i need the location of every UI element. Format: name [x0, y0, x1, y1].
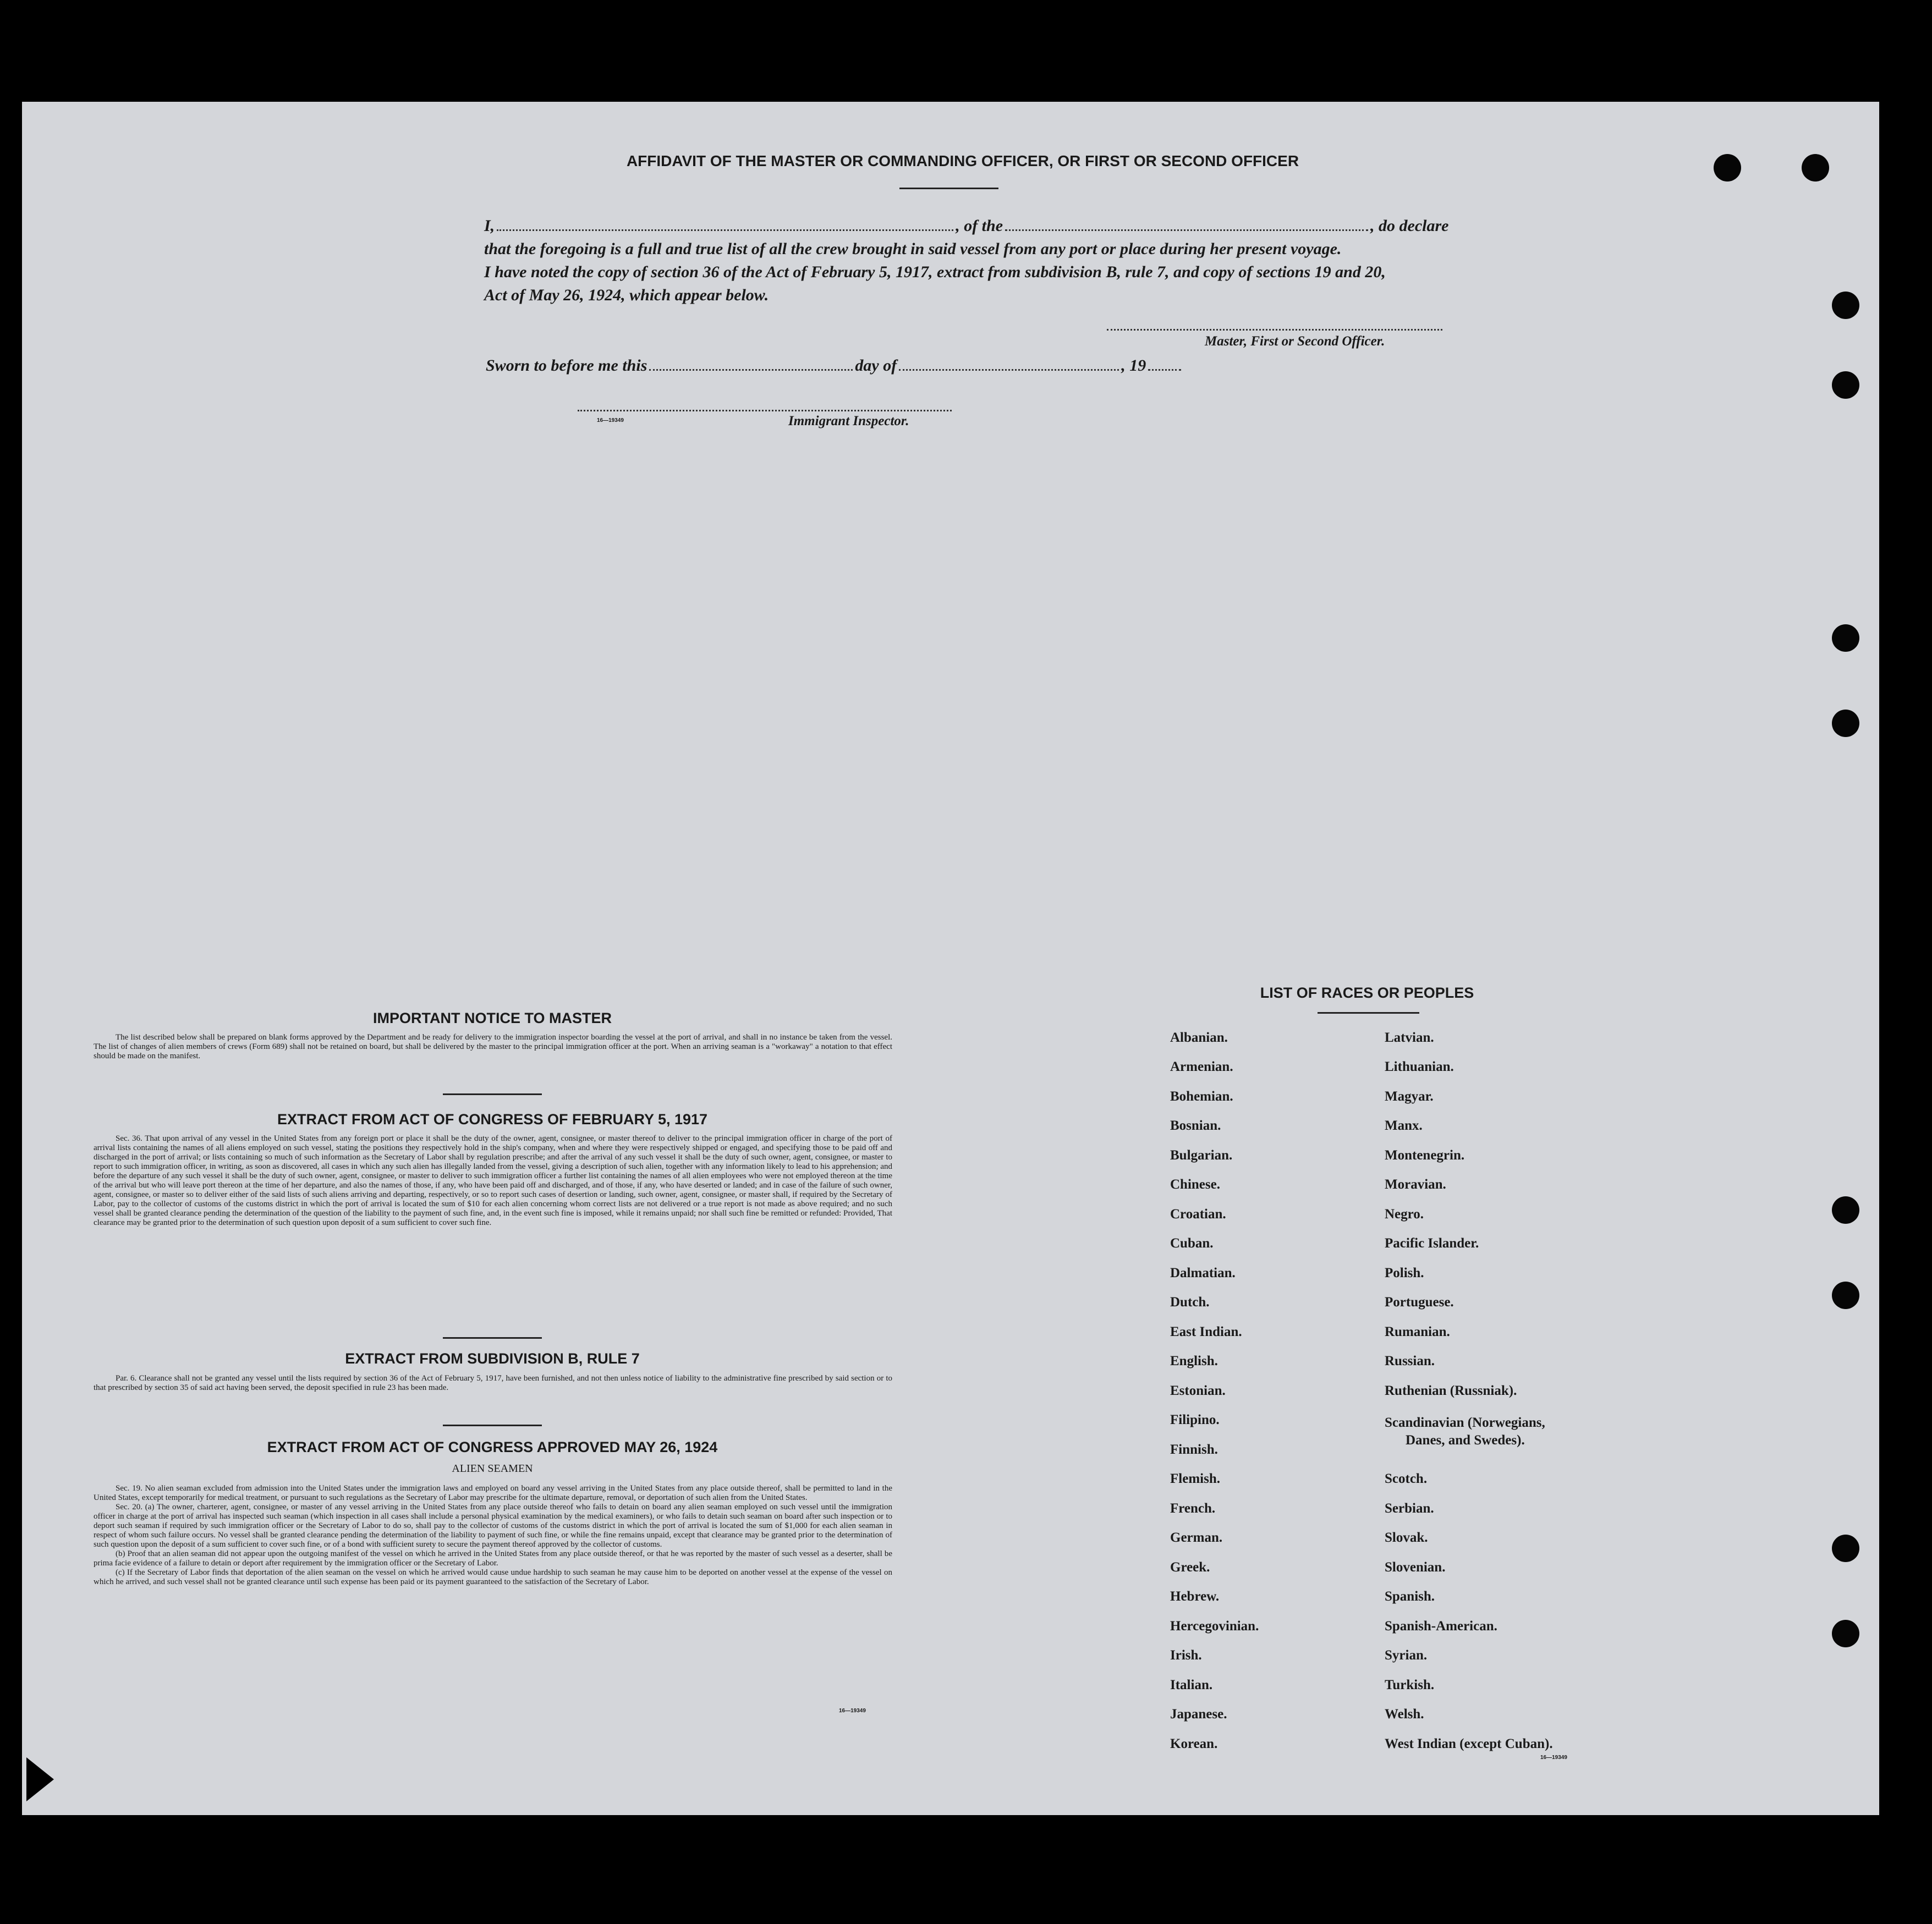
- race-item: Syrian.: [1385, 1648, 1428, 1663]
- race-item: Danes, and Swedes).: [1406, 1433, 1525, 1448]
- race-item: Filipino.: [1170, 1412, 1220, 1427]
- name-blank[interactable]: [497, 229, 953, 231]
- race-item: Scotch.: [1385, 1471, 1428, 1486]
- sworn-day-blank[interactable]: [649, 369, 853, 371]
- rule-7-text: [94, 1374, 892, 1393]
- section-19-paragraph: Sec. 19. No alien seaman excluded from admission into the United States under the immigration laws and employed on board any vessel arriving in the United States from any place outside thereof, shall be permitted to land in the United States, except temporarily for medical treatment, or pursuant to such regulations as the Secretary of Labor may prescribe for the ultimate departure, removal, or deportation of such alien from the United States.: [94, 1484, 892, 1502]
- race-item: Lithuanian.: [1385, 1059, 1454, 1074]
- race-item: Bulgarian.: [1170, 1148, 1233, 1163]
- punch-hole: [1832, 1196, 1859, 1224]
- extract-1917-divider: [443, 1337, 542, 1339]
- race-item: Irish.: [1170, 1648, 1202, 1663]
- affidavit-title: AFFIDAVIT OF THE MASTER OR COMMANDING OFFICER, OR FIRST OR SECOND OFFICER: [626, 152, 1299, 169]
- race-item: Spanish-American.: [1385, 1619, 1497, 1634]
- race-item: Slovenian.: [1385, 1560, 1446, 1575]
- inspector-caption: Immigrant Inspector.: [788, 414, 909, 428]
- alien-seamen-subtitle: ALIEN SEAMEN: [452, 1463, 533, 1475]
- race-item: French.: [1170, 1501, 1216, 1516]
- races-title: LIST OF RACES OR PEOPLES: [1260, 985, 1474, 1001]
- declaration-line-4: Act of May 26, 1924, which appear below.: [484, 286, 769, 304]
- race-item: Slovak.: [1385, 1530, 1428, 1545]
- section-20b-paragraph: (b) Proof that an alien seaman did not appear upon the outgoing manifest of the vessel on which he arrived in the United States from any place outside thereof, or that he was reported by the master of such vessel as a deserter, shall be prima facie evidence of a failure to detain or deport after requirement by the immigration officer or the Secretary of Labor.: [94, 1549, 892, 1568]
- sworn-line: [486, 356, 1183, 375]
- day-of-label: day of: [855, 356, 897, 375]
- form-sheet: [22, 102, 1879, 1815]
- declaration-line-2: that the foregoing is a full and true list of all the crew brought in said vessel from any port or place during her present voyage.: [484, 240, 1342, 258]
- extract-1917-title: EXTRACT FROM ACT OF CONGRESS OF FEBRUARY 5, 1917: [277, 1111, 708, 1128]
- race-item: Dalmatian.: [1170, 1266, 1236, 1280]
- race-item: Bohemian.: [1170, 1089, 1233, 1104]
- section-20c-paragraph: (c) If the Secretary of Labor finds that deportation of the alien seaman on the vessel on which he arrived would cause undue hardship to such seaman he may cause him to be deported on another vessel at the expense of the vessel on which he arrived, and such vessel shall not be granted clearance until such expense has been paid or its payment guaranteed to the satisfaction of the Secretary of Labor.: [94, 1568, 892, 1586]
- race-item: English.: [1170, 1354, 1218, 1368]
- do-declare-label: , do declare: [1370, 217, 1449, 235]
- race-item: Negro.: [1385, 1207, 1424, 1222]
- punch-hole: [1832, 1282, 1859, 1309]
- extract-1924-title: EXTRACT FROM ACT OF CONGRESS APPROVED MAY 26, 1924: [267, 1439, 718, 1455]
- race-item: Croatian.: [1170, 1207, 1226, 1222]
- race-item: Magyar.: [1385, 1089, 1434, 1104]
- punch-hole: [1832, 371, 1859, 399]
- race-item: Japanese.: [1170, 1707, 1227, 1722]
- race-item: Ruthenian (Russniak).: [1385, 1383, 1517, 1398]
- race-item: Moravian.: [1385, 1177, 1446, 1192]
- notice-paragraph: The list described below shall be prepared on blank forms approved by the Department and be ready for delivery to the immigration inspector boarding the vessel at the port of arrival, and shall in no instance be taken from the vessel. The list of changes of alien members of crews (Form 689) shall not be retained on board, but shall be delivered by the master to the principal immigration officer at the port. When an arriving seaman is a "workaway" a notation to that effect should be made on the manifest.: [94, 1033, 892, 1060]
- extract-1924-text: [94, 1484, 892, 1587]
- folded-corner: [26, 1757, 54, 1801]
- section-36-paragraph: Sec. 36. That upon arrival of any vessel in the United States from any foreign port or place it shall be the duty of the owner, agent, consignee, or master thereof to deliver to the principal immigration officer in charge of the port of arrival lists containing the names of all aliens employed on such vessel, stating the positions they respectively hold in the ship's company, when and where they were respectively shipped or engaged, and specifying those to be paid off and discharged in the port of arrival; or lists containing so much of such information as the Secretary of Labor shall by regulation prescribe; and after the arrival of any such vessel it shall be the duty of such owner, agent, consignee, or master to report to such immigration officer, in writing, as soon as discovered, all cases in which any such alien has illegally landed from the vessel, giving a description of such alien, together with any information likely to lead to his apprehension; and before the departure of any such vessel it shall be the duty of such owner, agent, consignee, or master to deliver to such immigration officer a further list containing the names of all alien employees who were not employed thereon at the time of the arrival but who will leave port thereon at the time of her departure, and also the names of those, if any, who have been paid off and discharged, and of those, if any, who have deserted or landed; and in case of the failure of such owner, agent, consignee, or master so to deliver either of the said lists of such aliens arriving and departing, respectively, or so to report such cases of desertion or landing, such owner, agent, consignee, or master shall, if required by the Secretary of Labor, pay to the collector of customs of the customs district in which the port of arrival is located the sum of $10 for each alien concerning whom correct lists are not delivered or a true report is not made as above required; and no such vessel shall be granted clearance pending the determination of the question of the liability to the payment of such fine, and, in the event such fine is imposed, while it remains unpaid; nor shall such fine be remitted or refunded: Provided, That clearance may be granted prior to the determination of such question upon deposit of a sum sufficient to cover such fine.: [94, 1134, 892, 1227]
- race-item: Manx.: [1385, 1118, 1423, 1133]
- extract-form-number: 16—19349: [839, 1708, 866, 1714]
- race-item: East Indian.: [1170, 1324, 1242, 1339]
- notice-text: [94, 1033, 892, 1061]
- race-item: Montenegrin.: [1385, 1148, 1465, 1163]
- race-item: Hercegovinian.: [1170, 1619, 1259, 1634]
- race-item: Scandinavian (Norwegians,: [1385, 1415, 1545, 1430]
- race-item: Pacific Islander.: [1385, 1236, 1479, 1251]
- declaration-line: [484, 215, 1491, 238]
- race-item: West Indian (except Cuban).: [1385, 1736, 1553, 1751]
- races-divider: [1318, 1012, 1419, 1014]
- notice-title: IMPORTANT NOTICE TO MASTER: [373, 1010, 612, 1026]
- declaration-line-3: I have noted the copy of section 36 of the Act of February 5, 1917, extract from subdivision B, rule 7, and copy of sections 19 and 20,: [484, 263, 1386, 281]
- race-item: Serbian.: [1385, 1501, 1434, 1516]
- title-divider: [899, 188, 998, 189]
- inspector-signature-line[interactable]: [578, 410, 952, 411]
- section-20a-paragraph: Sec. 20. (a) The owner, charterer, agent, consignee, or master of any vessel arriving in the United States from any place outside thereof who fails to detain on board any alien seaman employed on such vessel until the immigration officer in charge at the port of arrival has inspected such seaman (which inspection in all cases shall include a personal physical examination by the medical examiners), or who fails to detain such seaman on board after such inspection or to deport such seaman if required by such immigration officer or the Secretary of Labor to do so, shall pay to the collector of customs of the customs district in which the port of arrival is located the sum of $1,000 for each alien seaman in respect of whom such failure occurs. No vessel shall be granted clearance pending the determination of the liability to payment of such fine, or while the fine remains unpaid, except that clearance may be granted prior to the determination of such question upon the deposit of a sum sufficient to cover such fine, or of a bond with sufficient surety to secure the payment thereof approved by the collector of customs.: [94, 1503, 892, 1549]
- race-item: Hebrew.: [1170, 1589, 1220, 1604]
- of-the-label: , of the: [956, 217, 1003, 235]
- rule-7-divider: [443, 1425, 542, 1426]
- race-item: Rumanian.: [1385, 1324, 1450, 1339]
- race-item: Welsh.: [1385, 1707, 1424, 1722]
- race-item: Russian.: [1385, 1354, 1435, 1368]
- race-item: Bosnian.: [1170, 1118, 1221, 1133]
- race-item: Chinese.: [1170, 1177, 1220, 1192]
- race-item: Greek.: [1170, 1560, 1210, 1575]
- rule-7-paragraph: Par. 6. Clearance shall not be granted any vessel until the lists required by section 36 of the Act of February 5, 1917, have been furnished, and not then unless notice of liability to the administrative fine prescribed by said section or to that prescribed by section 35 of said act having been served, the deposit specified in rule 23 has been made.: [94, 1374, 892, 1392]
- race-item: Portuguese.: [1385, 1295, 1454, 1310]
- race-item: Polish.: [1385, 1266, 1424, 1280]
- punch-hole: [1832, 710, 1859, 737]
- race-item: Italian.: [1170, 1678, 1213, 1692]
- race-item: Finnish.: [1170, 1442, 1218, 1457]
- punch-hole: [1832, 1620, 1859, 1647]
- notice-divider: [443, 1093, 542, 1095]
- vessel-blank[interactable]: [1005, 229, 1368, 231]
- form-number: 16—19349: [597, 417, 624, 424]
- race-item: German.: [1170, 1530, 1223, 1545]
- master-caption: Master, First or Second Officer.: [1205, 334, 1385, 349]
- extract-1917-text: [94, 1134, 892, 1228]
- races-form-number: 16—19349: [1540, 1755, 1567, 1761]
- race-item: Turkish.: [1385, 1678, 1435, 1692]
- i-label: I,: [484, 217, 495, 235]
- race-item: Estonian.: [1170, 1383, 1226, 1398]
- punch-hole: [1802, 154, 1829, 182]
- sworn-month-blank[interactable]: [899, 369, 1119, 371]
- race-item: Armenian.: [1170, 1059, 1233, 1074]
- punch-hole: [1832, 624, 1859, 652]
- punch-hole: [1832, 1535, 1859, 1562]
- year-blank[interactable]: [1148, 369, 1181, 371]
- race-item: Latvian.: [1385, 1030, 1434, 1045]
- race-item: Korean.: [1170, 1736, 1218, 1751]
- master-signature-line[interactable]: [1107, 329, 1442, 331]
- sworn-label: Sworn to before me this: [486, 356, 647, 375]
- rule-7-title: EXTRACT FROM SUBDIVISION B, RULE 7: [345, 1350, 640, 1367]
- punch-hole: [1714, 154, 1741, 182]
- race-item: Cuban.: [1170, 1236, 1214, 1251]
- race-item: Flemish.: [1170, 1471, 1220, 1486]
- race-item: Albanian.: [1170, 1030, 1228, 1045]
- race-item: Spanish.: [1385, 1589, 1435, 1604]
- year-label: , 19: [1121, 356, 1146, 375]
- affidavit-body: [484, 215, 1491, 307]
- punch-hole: [1832, 292, 1859, 319]
- race-item: Dutch.: [1170, 1295, 1210, 1310]
